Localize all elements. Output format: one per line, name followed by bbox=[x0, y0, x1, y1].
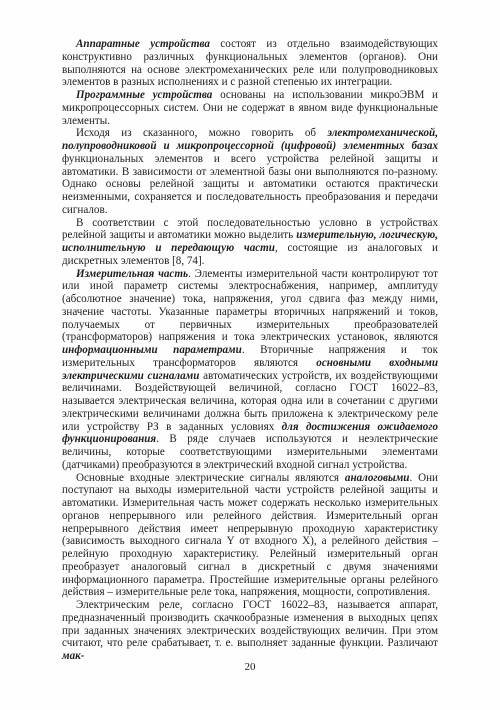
emphasized-term-wrapper bbox=[76, 38, 210, 50]
emphasized-term-wrapper bbox=[345, 472, 410, 484]
page-number: 20 bbox=[244, 661, 256, 673]
emphasized-term: Программные устройства bbox=[76, 89, 213, 101]
text-run: . Элементы измерительной части контролируют тот или иной параметр системы электроснабжения, например, амплитуду (абсолютное значение) тока, напряжения, угол сдвига фаз между ними, значение частоты. Указанные параметры вторичных напряжений и токов, получаемых от первичных измерительных преобразователей (трансформаторов) напряжения и тока электрических установок, являются bbox=[62, 267, 438, 344]
paragraph bbox=[62, 127, 438, 216]
emphasized-term: аналоговыми bbox=[344, 471, 410, 484]
emphasized-term-wrapper bbox=[76, 89, 212, 101]
emphasized-term: для достижения ожидаемого функционирования bbox=[62, 420, 438, 446]
text-run: состоят из отдельно взаимодействующих конструктивно различных функциональных элементов (органов). Они выполняются на основе электромеханических реле или полупроводниковых элементов в разных исполнениях и с разной степенью их интеграции. bbox=[62, 38, 438, 89]
paragraph bbox=[62, 89, 438, 127]
emphasized-term: электромеханической, полупроводниковой и микропроцессорной (цифровой) элементных базах bbox=[62, 127, 438, 152]
text-run: , состоящие из аналоговых и дискретных элементов [8, 74]. bbox=[62, 242, 438, 267]
text-run: Исходя из сказанного, можно говорить об bbox=[76, 127, 328, 140]
emphasized-term: Аппаратные устройства bbox=[76, 38, 210, 50]
paragraph bbox=[62, 268, 438, 472]
emphasized-term-wrapper bbox=[76, 268, 188, 280]
emphasized-term: Измерительная часть bbox=[76, 267, 189, 280]
text-run: Электрическим реле, согласно ГОСТ 16022–83, называется аппарат, предназначенный производить скачкообразные изменения в выходных цепях при заданных значениях электрических воздействующих величин. При этом считают, что реле срабатывает, т. е. выполняет заданные функции. Различают bbox=[62, 599, 438, 650]
text-run: . Они поступают на выходы измерительной части устройств релейной защиты и автоматики. Измерительная часть может содержать несколько измерительных органов непрерывного или релейного действия. Измерительный орган непрерывного действия имеет непрерывную проходную характеристику (зависимость выходного сигнала Y от входного X), а релейного действия – релейную проходную характеристику. Релейный измерительный орган преобразует аналоговый сигнал в дискретный с двумя значениями информационного параметра. Простейшие измерительные органы релейного действия – измерительные реле тока, напряжения, мощности, сопротивления. bbox=[62, 471, 438, 599]
paragraph bbox=[62, 217, 438, 268]
text-run: автоматических устройств, их воздействующими величинами. Воздействующей величиной, согласно ГОСТ 16022–83, называется электрическая величина, которая одна или в сочетании с другими электрическими величинами должна быть приложена к электрическому реле или устройству РЗ в заданных условиях bbox=[62, 369, 438, 433]
paragraph bbox=[62, 38, 438, 89]
paragraph bbox=[62, 472, 438, 600]
paragraph bbox=[62, 599, 438, 663]
text-run: функциональных элементов и всего устройства релейной защиты и автоматики. В зависимости от элементной базы они выполняются по-разному. Однако основы релейной защиты и автоматики остаются практически неизменными, сохраняется и последовательность преобразования и передачи сигналов. bbox=[62, 152, 438, 216]
text-run: Основные входные электрические сигналы являются bbox=[76, 471, 345, 484]
emphasized-term: информационными параметрами bbox=[62, 344, 242, 356]
text-run: . В ряде случаев используются и неэлектрические величины, которые соответствующими измерительными элементами (датчиками) преобразуются в электрический входной сигнал устройства. bbox=[62, 433, 438, 471]
emphasized-term: мак- bbox=[62, 650, 85, 662]
body-text bbox=[62, 38, 438, 663]
text-run: В соответствии с этой последовательностью условно в устройствах релейной защиты и автоматики можно выделить bbox=[62, 216, 438, 242]
text-run: основаны на использовании микроЭВМ и микропроцессорных систем. Они не содержат в явном виде функциональные элементы. bbox=[62, 89, 438, 127]
text-run: . Вторичные напряжения и ток измерительных трансформаторов являются bbox=[62, 344, 438, 369]
emphasized-term: основными входными электрическими сигналами bbox=[62, 356, 438, 382]
emphasized-term: измерительную, логическую, исполнительную и передающую части bbox=[62, 229, 438, 254]
emphasized-term-wrapper bbox=[62, 344, 242, 356]
